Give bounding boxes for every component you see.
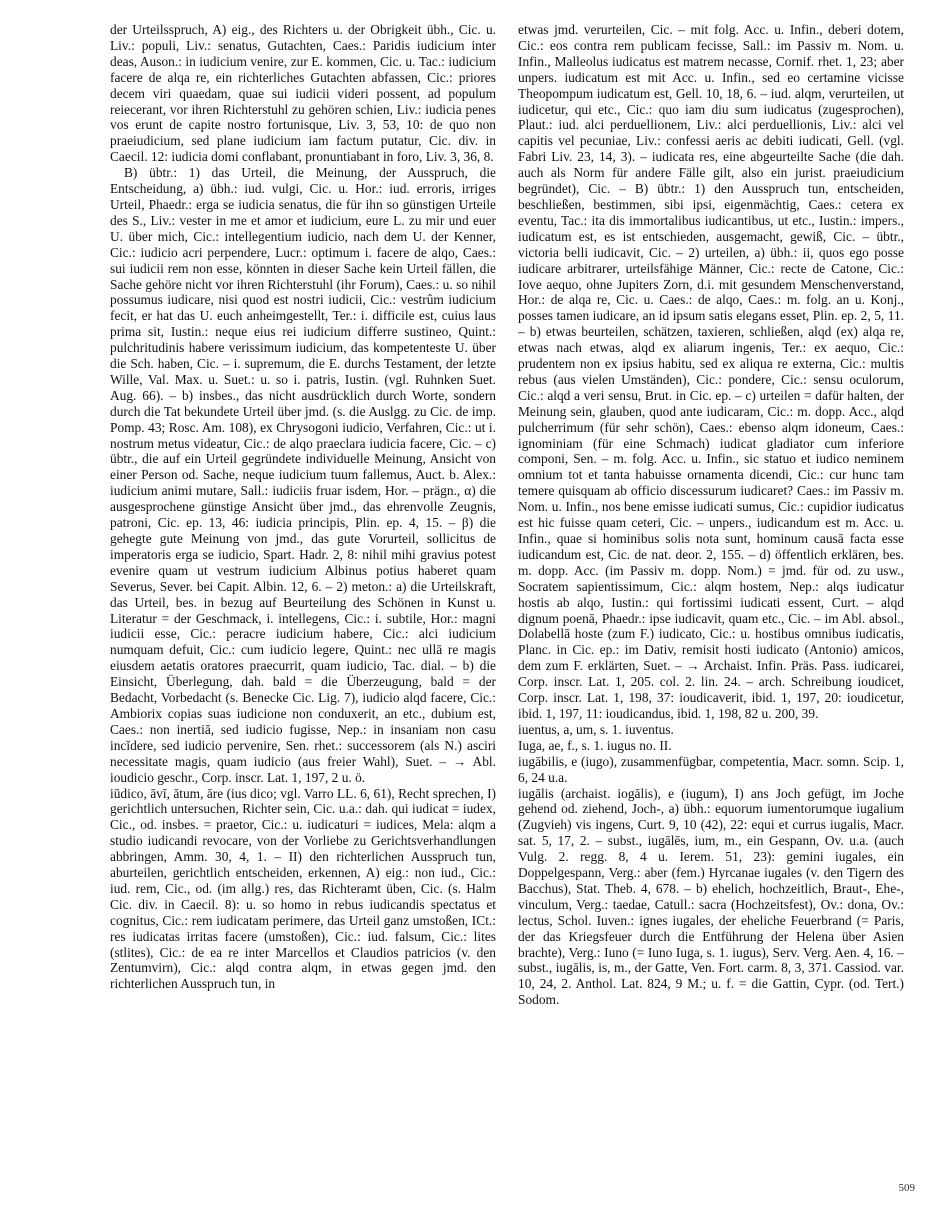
right-column — [518, 22, 904, 1008]
entry-paragraph: iugābilis, e (iugo), zusammenfügbar, competentia, Macr. somn. Scip. 1, 6, 24 u.a. — [518, 753, 904, 785]
entry-paragraph: iūdico, āvī, ātum, āre (ius dico; vgl. Varro LL. 6, 61), Recht sprechen, I) gerichtlich untersuchen, Richter sein, Cic. u.a.: dah. qui iudicat = iudex, Cic., od. insbes. = praetor, Cic.: u. iudicaturi = iudices, Mela: alqm a studio iudicandi revocare, von der Vorliebe zu Gerichtsverhandlungen abbringen, Amm. 30, 4, 1. – II) den richterlichen Ausspruch tun, aburteilen, gerichtlich entscheiden, erkennen, A) eig.: non iud., Cic.: iud. rem, Cic., od. (im allg.) res, das Richteramt üben, Cic. (s. Halm Cic. div. in Caecil. 8): u. so homo in rebus iudicandis spectatus et cognitus, Cic.: rem iudicatam perimere, das Urteil ganz umstoßen, ICt.: res iudicatas irritas facere (umstoßen), Cic.: iud. falsum, Cic.: lites (stlites), Cic.: de ea re inter Marcellos et Claudios patricios (v. den Zentumvirn), Cic.: alqd contra alqm, in etwas gegen jmd. den richterlichen Ausspruch tun, in — [110, 785, 496, 992]
page-number: 509 — [898, 1182, 915, 1194]
entry-paragraph: B) übtr.: 1) das Urteil, die Meinung, der Ausspruch, die Entscheidung, a) übh.: iud. vulgi, Cic. u. Hor.: iud. erroris, irriges Urteil, Phaedr.: erga se iudicia senatus, die für ihn so günstigen Urteile des S., Liv.: vester in me et amor et iudicium, eure L. zu mir und euer U. über mich, Cic.: intellegentium iudicio, nach dem U. der Kenner, Cic.: iudicio acri perpendere, Lucr.: optimum i. facere de alqo, Caes.: sui iudicii rem non esse, könnten in dieser Sache kein Urteil fällen, die Sache gehöre nicht vor ihren Richterstuhl (ihr Forum), Caes.: u. so nihil possumus iudicare, nisi quod est nostri iudicii, Cic.: vestrûm iudicium fecit, er hat das U. euch anheimgestellt, Ter.: i. difficile est, cuius laus prima sit, Iustin.: neque eius rei iudicium differre sustineo, Quint.: pulchritudinis habere verissimum iudicium, das kompetenteste U. über die Sch. haben, Cic. – i. supremum, die E. durchs Testament, der letzte Wille, Val. Max. u. Suet.: u. so i. patris, Iustin. (vgl. Ruhnken Suet. Aug. 66). – b) insbes., das nicht ausdrücklich durch Worte, sondern durch die Tat bekundete Urteil über jmd. (s. die Auslgg. zu Cic. de imp. Pomp. 43; Rosc. Am. 108), ex Chrysogoni iudicio, Verfahren, Cic.: ut i. nostrum metus videatur, Cic.: de alqo praeclara iudicia facere, Cic. – c) übtr., die auf ein Urteil gegründete individuelle Meinung, Ansicht von einer Person od. Sache, neque iudicium tuum fallemus, Auct. b. Alex.: iudicium animi mutare, Sall.: iudiciis fruar isdem, Hor. – prägn., α) die ausgesprochene günstige Ansicht über jmd., das ehrenvolle Zeugnis, patroni, Cic. ep. 13, 46: iudicia principis, Plin. ep. 4, 15. – β) die gehegte gute Meinung von jmd., das gute Vorurteil, sollicitus de imperatoris erga se iudicio, Spart. Hadr. 2, 8: nihil mihi gravius potest evenire quam ut vestrum iudicium Albinus potius haberet quam Severus, Sever. bei Capit. Albin. 12, 6. – 2) meton.: a) die Urteilskraft, das Urteil, bes. in bezug auf Beurteilung des Schönen in Kunst u. Literatur = der Geschmack, i. intellegens, Cic.: i. subtile, Hor.: magni iudicii esse, Cic.: peracre iudicium habere, Cic.: alci iudicium numquam defuit, Cic.: cum iudicio legere, Quint.: nec ullā re magis eiusdem aetatis oratores praecurrit, quam iudicio, Tac. dial. – b) die Einsicht, Überlegung, dah. bald = die Überzeugung, bald = der Bedacht, Vorbedacht (s. Benecke Cic. Lig. 7), iudicio alqd facere, Cic.: Ambiorix copias suas iudicione non conduxerit, an etc., dubium est, Caes.: non inertiā, sed iudicio fugisse, Nep.: in insaniam non casu incĭdere, sed iudicio pervenire, Sen. rhet.: successorem (als N.) asciri necessitate magis, quam iudicio (aus freier Wahl), Suet. – → Abl. ioudicio geschr., Corp. inscr. Lat. 1, 197, 2 u. ö. — [110, 165, 496, 785]
entry-paragraph: iuentus, a, um, s. 1. iuventus. — [518, 721, 674, 737]
entry-paragraph: der Urteilsspruch, A) eig., des Richters u. der Obrigkeit übh., Cic. u. Liv.: populi, Liv.: senatus, Gutachten, Caes.: Paridis iudicium inter deas, Auson.: in iudicium venire, zur E. kommen, Cic. u. Tac.: iudicium facere de alqa re, ein richterliches Gutachten abfassen, Cic.: priores decem viri quaedam, quae sui iudicii videri possent, ad populum reiecerant, vor ihren Richterstuhl zu gehören schien, Liv.: iudicia penes vos erunt de capite nostro fortunisque, Liv. 3, 53, 10: de quo non praeiudicium, sed plane iudicium iam factum putatur, Cic. div. in Caecil. 12: iudicia domi conflabant, pronuntiabant in foro, Liv. 3, 36, 8. — [110, 22, 496, 165]
entry-paragraph: etwas jmd. verurteilen, Cic. – mit folg. Acc. u. Infin., deberi dotem, Cic.: eos contra rem publicam fecisse, Sall.: im Passiv m. Nom. u. Infin., Malleolus iudicatus est matrem necasse, Cornif. rhet. 1, 23; aber unpers. iudicatum est mit Acc. u. Infin., sed eo certamine vicisse Theopompum iudicatum est, Gell. 10, 18, 6. – iud. alqm, verurteilen, ut iudicetur, qui etc., Cic.: quo iam diu sum iudicatus (zugesprochen), Plaut.: iud. alci perduellionem, Liv.: alci perduellionis, Liv.: alci vel capitis vel pecuniae, Liv.: confessi aeris ac debiti iudicati, Gell. (vgl. Fabri Liv. 23, 14, 3). – iudicata res, eine abgeurteilte Sache (die dah. auch als Norm für andere Fälle gilt, also ein jurist. praeiudicium begründet), Cic. – B) übtr.: 1) den Ausspruch tun, entscheiden, beschließen, bestimmen, sibi ipsi, eigenmächtig, Caes.: cetera ex eventu, Tac.: ita dis immortalibus iudicantibus, ut etc., Iustin.: impers., iudicatum est, es ist entschieden, ausgemacht, gewiß, Cic. – übtr., victoria belli iudicavit, Cic. – 2) urteilen, a) übh.: ii, quos ego posse iudicare arbitrarer, urteilsfähige Männer, Cic.: recte de Catone, Cic.: Iove aequo, ohne Jupiters Zorn, d.i. mit gesundem Menschenverstand, Hor.: de alqa re, Cic. u. Caes.: de alqo, Caes.: m. folg. an u. Konj., posses tamen iudicare, an id ipsum satis elegans esset, Plin. ep. 2, 5, 11. – b) etwas beurteilen, schätzen, taxieren, schließen, alqd (ex) alqa re, etwas nach etwas, alqd ex aliarum ingenis, Ter.: ex aequo, Cic.: prudentem non ex ipsius habitu, sed ex aliqua re externa, Cic.: multis rebus (aus vielen Umständen), Cic.: pondere, Cic.: sensu oculorum, Cic.: alqd a veri sensu, Brut. in Cic. ep. – c) urteilen = dafür halten, der Meinung sein, glauben, quod ante iudicaram, Cic.: m. dopp. Acc., alqd pulcherrimum (für sehr schön), Caes.: ebenso alqm idoneum, Caes.: ignominiam (für eine Schmach) iudicat gladiator cum inferiore componi, Sen. – m. folg. Acc. u. Infin., sic statuo et iudico neminem omnium tot et tanta habuisse ornamenta dicendi, Cic.: cur hunc tam temere quisquam ab officio discessurum iudicaret? Caes.: im Passiv m. Nom. u. Infin., nos bene emisse iudicati sumus, Cic.: cupidior iudicatus est hic fuisse quam ceteri, Cic. – unpers., iudicandum est m. Acc. u. Infin., quae si hominibus solis nota sunt, hominum causā facta esse iudicandum est, Cic. de nat. deor. 2, 155. – d) öffentlich erklären, bes. m. dopp. Acc. (im Passiv m. dopp. Nom.) = jmd. für od. zu usw., Socratem sapientissimum, Cic.: alqm hostem, Nep.: alqs iudicatur hostis ab alqo, Iustin.: qui fortissimi iudicati essent, Curt. – alqd dignum poenā, Phaedr.: ipse iudicavit, quam etc., Cic. – im Abl. absol., Dolabellā hoste (zum F.) iudicato, Cic.: u. hostibus omnibus iudicatis, Planc. in Cic. ep.: im Dativ, remisit hosti iudicato (Antonio) amicos, dem zum F. erklärten, Suet. – → Archaist. Infin. Präs. Pass. iudicarei, Corp. inscr. Lat. 1, 205. col. 2. lin. 24. – arch. Schreibung ioudicet, Corp. inscr. Lat. 1, 198, 37: ioudicaverit, ibid. 1, 197, 20: ioudicetur, ibid. 1, 197, 11: ioudicandus, ibid. 1, 198, 82 u. 200, 39. — [518, 22, 904, 721]
left-column — [110, 22, 496, 992]
entry-paragraph: Iuga, ae, f., s. 1. iugus no. II. — [518, 737, 672, 753]
entry-paragraph: iugālis (archaist. iogālis), e (iugum), I) ans Joch gefügt, im Joche gehend od. ziehend, Joch-, a) übh.: equorum iumentorumque iugalium (Zugvieh) vis ingens, Curt. 9, 10 (42), 22: equi et currus iugalis, Macr. sat. 5, 17, 2. – subst., iugālēs, ium, m., ein Gespann, Ov. u.a. (auch Vulg. 2. regg. 8, 4 u. Ierem. 51, 23): gemini iugales, ein Doppelgespann, Verg.: aber (fem.) Hyrcanae iugales (v. den Tigern des Bacchus), Stat. Theb. 4, 678. – b) ehelich, hochzeitlich, Braut-, Ehe-, vinculum, Verg.: taedae, Catull.: sacra (Hochzeitsfest), Ov.: dona, Ov.: lectus, Schol. Iuven.: ignes iugales, der eheliche Feuerbrand (= Paris, der das Kriegsfeuer durch die Entführung der Helena über Asien brachte), Verg.: Iuno (= Iuno Iuga, s. 1. iugus), Serv. Verg. Aen. 4, 16. – subst., iugālis, is, m., der Gatte, Ven. Fort. carm. 8, 3, 371. Cassiod. var. 10, 24, 2. Anthol. Lat. 824, 9 M.; u. f. = die Gattin, Cypr. (od. Tert.) Sodom. — [518, 785, 904, 1008]
